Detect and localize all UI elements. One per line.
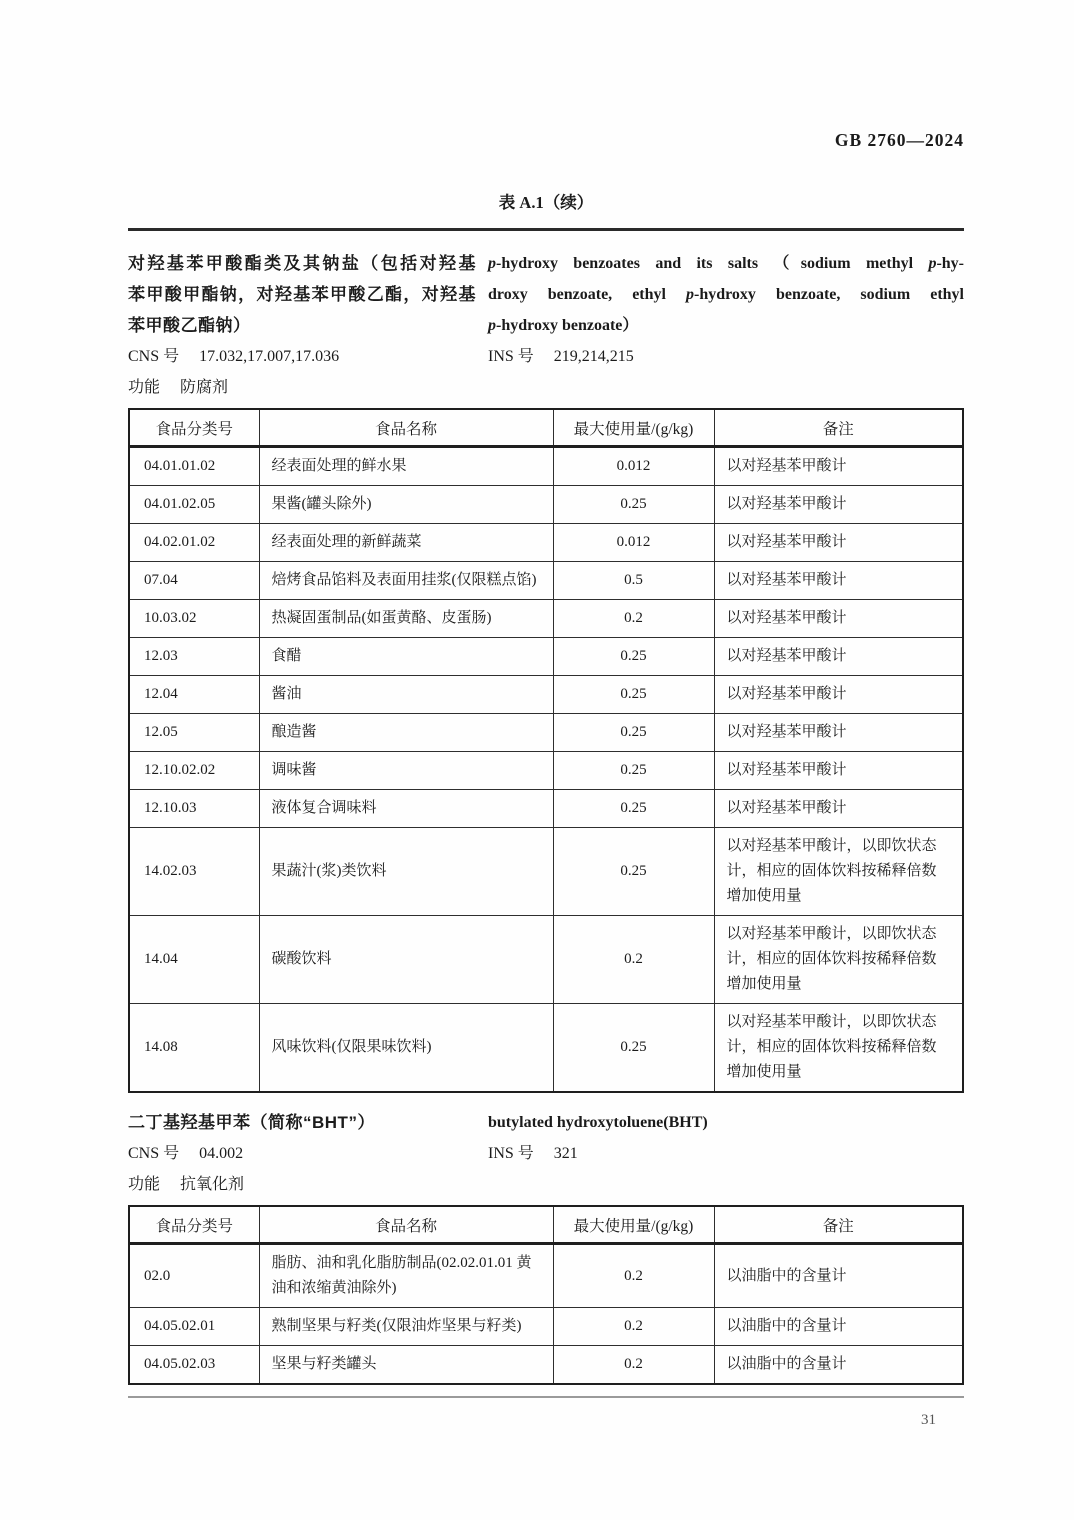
table-row (129, 562, 963, 600)
additive-name-en-line (488, 1107, 964, 1138)
cell-category-code: 04.05.02.03 (129, 1346, 259, 1385)
table-header-row (129, 1206, 963, 1244)
col-header-max-usage: 最大使用量/(g/kg) (553, 409, 714, 447)
cell-category-code: 04.01.02.05 (129, 486, 259, 524)
table-header-row (129, 409, 963, 447)
cell-category-code: 14.08 (129, 1004, 259, 1093)
ins-value: 219,214,215 (553, 348, 634, 365)
cell-remark: 以油脂中的含量计 (714, 1308, 963, 1346)
cell-max-usage: 0.2 (553, 916, 714, 1004)
cell-remark: 以对羟基苯甲酸计 (714, 524, 963, 562)
col-header-category-code: 食品分类号 (129, 1206, 259, 1244)
cell-remark: 以对羟基苯甲酸计，以即饮状态计，相应的固体饮料按稀释倍数增加使用量 (714, 916, 963, 1004)
cell-max-usage: 0.25 (553, 1004, 714, 1093)
additive-name-en-line (488, 248, 964, 279)
cell-food-name: 酱油 (259, 676, 553, 714)
usage-table-bht-body (129, 1244, 963, 1385)
table-row (129, 1004, 963, 1093)
cell-max-usage: 0.25 (553, 714, 714, 752)
table-row (129, 486, 963, 524)
ins-entry (488, 1138, 964, 1169)
ins-label: INS 号 (488, 348, 534, 365)
cell-remark: 以对羟基苯甲酸计 (714, 752, 963, 790)
additive-name-zh-line: 二丁基羟基甲苯（简称“BHT”） (128, 1113, 375, 1132)
cell-remark: 以对羟基苯甲酸计 (714, 486, 963, 524)
additive-function-row (128, 372, 964, 403)
additive-name-zh-line: 苯甲酸乙酯钠） (128, 316, 251, 335)
cell-category-code: 02.0 (129, 1244, 259, 1308)
table-row (129, 600, 963, 638)
function-value: 抗氧化剂 (180, 1176, 245, 1193)
cell-category-code: 12.03 (129, 638, 259, 676)
usage-table-bht (128, 1205, 964, 1385)
cell-remark: 以对羟基苯甲酸计，以即饮状态计，相应的固体饮料按稀释倍数增加使用量 (714, 1004, 963, 1093)
additive-name-en (488, 1107, 964, 1138)
table-row (129, 447, 963, 486)
additive-name-block (128, 248, 964, 341)
table-row (129, 828, 963, 916)
table-row (129, 1244, 963, 1308)
cell-category-code: 14.04 (129, 916, 259, 1004)
cell-remark: 以油脂中的含量计 (714, 1244, 963, 1308)
ins-label: INS 号 (488, 1145, 534, 1162)
cell-food-name: 经表面处理的新鲜蔬菜 (259, 524, 553, 562)
cell-max-usage: 0.25 (553, 752, 714, 790)
text-segment: droxy benzoate, ethyl (488, 286, 686, 303)
text-segment: -hydroxy benzoates and its salts （sodium methyl (496, 255, 929, 272)
cell-category-code: 12.10.03 (129, 790, 259, 828)
col-header-remark: 备注 (714, 409, 963, 447)
usage-table-parabens (128, 408, 964, 1093)
text-segment: -hy- (936, 255, 964, 272)
cell-food-name: 焙烤食品馅料及表面用挂浆(仅限糕点馅) (259, 562, 553, 600)
function-entry (128, 372, 488, 403)
italic-text-segment: p (928, 255, 937, 272)
table-row (129, 1346, 963, 1385)
cell-category-code: 14.02.03 (129, 828, 259, 916)
table-row (129, 714, 963, 752)
table-row (129, 1308, 963, 1346)
table-caption: 表 A.1（续） (498, 193, 594, 212)
additive-name-en-line (488, 279, 964, 310)
cell-food-name: 碳酸饮料 (259, 916, 553, 1004)
cell-category-code: 07.04 (129, 562, 259, 600)
usage-table-parabens-body (129, 447, 963, 1093)
cell-max-usage: 0.2 (553, 600, 714, 638)
text-segment: butylated hydroxytoluene(BHT) (488, 1114, 708, 1131)
additive-function-row (128, 1169, 964, 1200)
col-header-max-usage: 最大使用量/(g/kg) (553, 1206, 714, 1244)
cell-food-name: 食醋 (259, 638, 553, 676)
cns-value: 17.032,17.007,17.036 (199, 348, 340, 365)
additive-codes-row (128, 1138, 964, 1169)
cell-remark: 以对羟基苯甲酸计 (714, 600, 963, 638)
cell-category-code: 04.02.01.02 (129, 524, 259, 562)
cell-food-name: 熟制坚果与籽类(仅限油炸坚果与籽类) (259, 1308, 553, 1346)
col-header-remark: 备注 (714, 1206, 963, 1244)
function-label: 功能 (128, 1176, 161, 1193)
cell-category-code: 12.05 (129, 714, 259, 752)
col-header-food-name: 食品名称 (259, 409, 553, 447)
cell-max-usage: 0.012 (553, 447, 714, 486)
cell-max-usage: 0.25 (553, 638, 714, 676)
cell-food-name: 热凝固蛋制品(如蛋黄酪、皮蛋肠) (259, 600, 553, 638)
cell-food-name: 坚果与籽类罐头 (259, 1346, 553, 1385)
cell-max-usage: 0.2 (553, 1346, 714, 1385)
cns-label: CNS 号 (128, 348, 180, 365)
cell-remark: 以对羟基苯甲酸计 (714, 714, 963, 752)
cell-max-usage: 0.25 (553, 790, 714, 828)
col-header-category-code: 食品分类号 (129, 409, 259, 447)
additive-name-en-line (488, 310, 964, 341)
cell-remark: 以对羟基苯甲酸计，以即饮状态计，相应的固体饮料按稀释倍数增加使用量 (714, 828, 963, 916)
cell-food-name: 果蔬汁(浆)类饮料 (259, 828, 553, 916)
cell-food-name: 脂肪、油和乳化脂肪制品(02.02.01.01 黄油和浓缩黄油除外) (259, 1244, 553, 1308)
cell-remark: 以对羟基苯甲酸计 (714, 676, 963, 714)
cell-remark: 以油脂中的含量计 (714, 1346, 963, 1385)
additive-name-zh-line: 苯甲酸甲酯钠，对羟基苯甲酸乙酯，对羟基 (128, 285, 476, 304)
italic-text-segment: p (488, 317, 496, 334)
cell-remark: 以对羟基苯甲酸计 (714, 638, 963, 676)
additive-name-zh (128, 1107, 488, 1138)
cell-food-name: 液体复合调味料 (259, 790, 553, 828)
table-row (129, 752, 963, 790)
italic-text-segment: p (685, 286, 694, 303)
additive-section-parabens (128, 248, 964, 1093)
cell-max-usage: 0.25 (553, 486, 714, 524)
additive-section-bht (128, 1107, 964, 1385)
cell-category-code: 12.04 (129, 676, 259, 714)
cell-max-usage: 0.2 (553, 1308, 714, 1346)
standard-code: GB 2760—2024 (834, 130, 964, 150)
cell-max-usage: 0.25 (553, 828, 714, 916)
cell-max-usage: 0.5 (553, 562, 714, 600)
function-value: 防腐剂 (180, 379, 229, 396)
additive-name-zh (128, 248, 488, 341)
cell-max-usage: 0.2 (553, 1244, 714, 1308)
table-row (129, 916, 963, 1004)
cell-max-usage: 0.25 (553, 676, 714, 714)
additive-codes-row (128, 341, 964, 372)
cns-entry (128, 341, 488, 372)
function-entry (128, 1169, 488, 1200)
cell-food-name: 调味酱 (259, 752, 553, 790)
cell-food-name: 酿造酱 (259, 714, 553, 752)
additive-name-en (488, 248, 964, 341)
cell-category-code: 04.05.02.01 (129, 1308, 259, 1346)
function-label: 功能 (128, 379, 161, 396)
cell-remark: 以对羟基苯甲酸计 (714, 790, 963, 828)
cell-food-name: 经表面处理的鲜水果 (259, 447, 553, 486)
italic-text-segment: p (488, 255, 496, 272)
text-segment: -hydroxy benzoate, sodium ethyl (693, 286, 964, 303)
cell-remark: 以对羟基苯甲酸计 (714, 447, 963, 486)
cns-label: CNS 号 (128, 1145, 180, 1162)
cell-food-name: 风味饮料(仅限果味饮料) (259, 1004, 553, 1093)
text-segment: -hydroxy benzoate） (496, 317, 639, 334)
cns-entry (128, 1138, 488, 1169)
page-content (128, 0, 964, 1429)
cns-value: 04.002 (199, 1145, 244, 1162)
cell-category-code: 10.03.02 (129, 600, 259, 638)
table-row (129, 638, 963, 676)
col-header-food-name: 食品名称 (259, 1206, 553, 1244)
table-row (129, 676, 963, 714)
cell-food-name: 果酱(罐头除外) (259, 486, 553, 524)
additive-name-block (128, 1107, 964, 1138)
table-row (129, 524, 963, 562)
ins-value: 321 (553, 1145, 578, 1162)
cell-max-usage: 0.012 (553, 524, 714, 562)
page-number: 31 (921, 1412, 936, 1428)
ins-entry (488, 341, 964, 372)
cell-remark: 以对羟基苯甲酸计 (714, 562, 963, 600)
footer-rule (128, 1396, 964, 1398)
cell-category-code: 04.01.01.02 (129, 447, 259, 486)
cell-category-code: 12.10.02.02 (129, 752, 259, 790)
header-rule (128, 228, 964, 231)
table-row (129, 790, 963, 828)
additive-name-zh-line: 对羟基苯甲酸酯类及其钠盐（包括对羟基 (128, 254, 476, 273)
